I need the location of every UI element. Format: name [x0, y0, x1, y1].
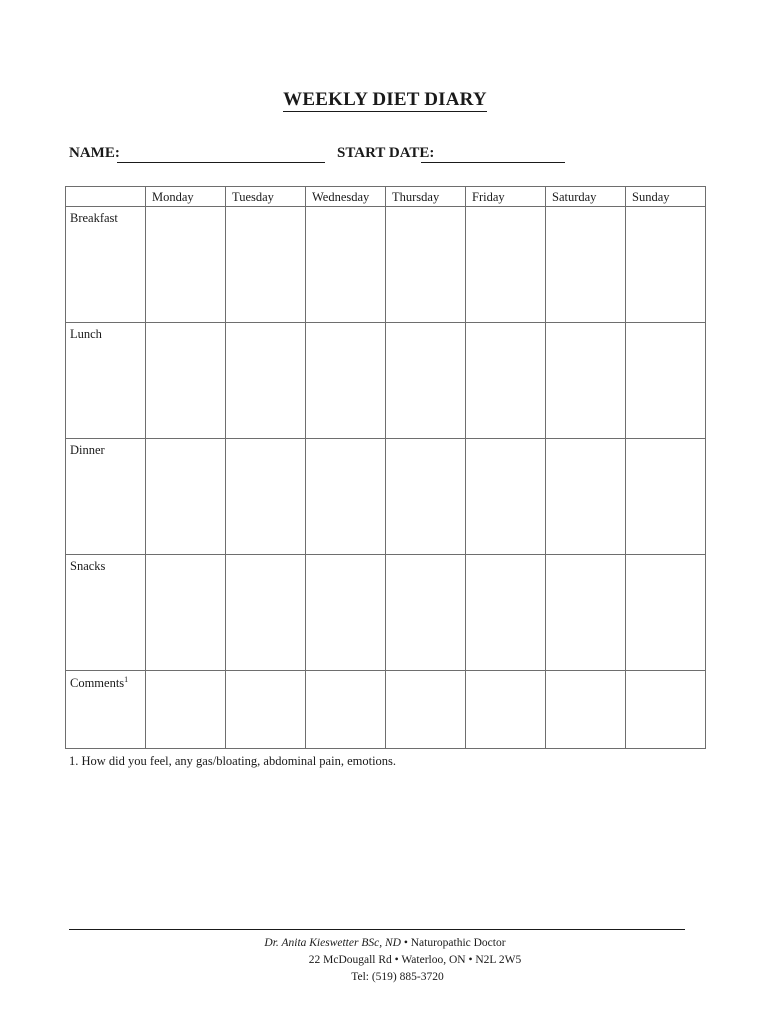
entry-cell[interactable] [386, 207, 466, 323]
entry-cell[interactable] [306, 439, 386, 555]
entry-cell[interactable] [626, 323, 706, 439]
table-header-row [66, 187, 706, 207]
row-label-breakfast: Breakfast [66, 207, 146, 323]
start-date-label: START DATE: [337, 145, 435, 161]
page-title-text: WEEKLY DIET DIARY [283, 89, 487, 110]
doctor-profession: Naturopathic Doctor [410, 937, 506, 949]
entry-cell[interactable] [466, 439, 546, 555]
day-header-monday: Monday [146, 187, 226, 207]
footer [0, 935, 770, 986]
row-label-dinner: Dinner [66, 439, 146, 555]
entry-cell[interactable] [226, 671, 306, 749]
header-corner-cell [66, 187, 146, 207]
table-row-snacks [66, 555, 706, 671]
table-row-breakfast [66, 207, 706, 323]
footer-address: 22 McDougall Rd • Waterloo, ON • N2L 2W5 [308, 954, 522, 966]
entry-cell[interactable] [306, 207, 386, 323]
name-field-line[interactable] [117, 162, 325, 163]
entry-cell[interactable] [546, 439, 626, 555]
footnote: 1. How did you feel, any gas/bloating, abdominal pain, emotions. [69, 754, 397, 768]
entry-cell[interactable] [226, 323, 306, 439]
entry-cell[interactable] [146, 323, 226, 439]
entry-cell[interactable] [626, 671, 706, 749]
table-row-lunch [66, 323, 706, 439]
entry-cell[interactable] [546, 671, 626, 749]
day-header-sunday: Sunday [626, 187, 706, 207]
row-label-comments [66, 671, 146, 749]
diet-diary-table [65, 186, 706, 749]
entry-cell[interactable] [626, 207, 706, 323]
entry-cell[interactable] [146, 207, 226, 323]
day-header-saturday: Saturday [546, 187, 626, 207]
comments-label-text: Comments [70, 676, 125, 691]
entry-cell[interactable] [386, 323, 466, 439]
doctor-name: Dr. Anita Kieswetter BSc, ND [264, 937, 401, 949]
entry-cell[interactable] [146, 671, 226, 749]
entry-cell[interactable] [386, 555, 466, 671]
entry-cell[interactable] [626, 555, 706, 671]
day-header-thursday: Thursday [386, 187, 466, 207]
start-date-field-line[interactable] [421, 162, 565, 163]
entry-cell[interactable] [626, 439, 706, 555]
footer-line-doctor [0, 935, 770, 952]
table-row-comments [66, 671, 706, 749]
entry-cell[interactable] [546, 207, 626, 323]
footnote-marker: 1 [124, 675, 129, 684]
entry-cell[interactable] [226, 439, 306, 555]
day-header-wednesday: Wednesday [306, 187, 386, 207]
entry-cell[interactable] [306, 671, 386, 749]
entry-cell[interactable] [146, 439, 226, 555]
day-header-friday: Friday [466, 187, 546, 207]
entry-cell[interactable] [226, 555, 306, 671]
entry-cell[interactable] [546, 555, 626, 671]
row-label-snacks: Snacks [66, 555, 146, 671]
day-header-tuesday: Tuesday [226, 187, 306, 207]
entry-cell[interactable] [146, 555, 226, 671]
entry-cell[interactable] [386, 671, 466, 749]
entry-cell[interactable] [306, 323, 386, 439]
entry-cell[interactable] [546, 323, 626, 439]
entry-cell[interactable] [466, 555, 546, 671]
footer-divider [69, 929, 685, 930]
entry-cell[interactable] [386, 439, 466, 555]
row-label-lunch: Lunch [66, 323, 146, 439]
name-label: NAME: [69, 145, 120, 161]
table-row-dinner [66, 439, 706, 555]
entry-cell[interactable] [466, 323, 546, 439]
entry-cell[interactable] [466, 671, 546, 749]
footer-separator: • [400, 937, 411, 949]
entry-cell[interactable] [466, 207, 546, 323]
footer-phone: Tel: (519) 885-3720 [351, 971, 444, 983]
page-title [0, 89, 770, 111]
entry-cell[interactable] [306, 555, 386, 671]
entry-cell[interactable] [226, 207, 306, 323]
